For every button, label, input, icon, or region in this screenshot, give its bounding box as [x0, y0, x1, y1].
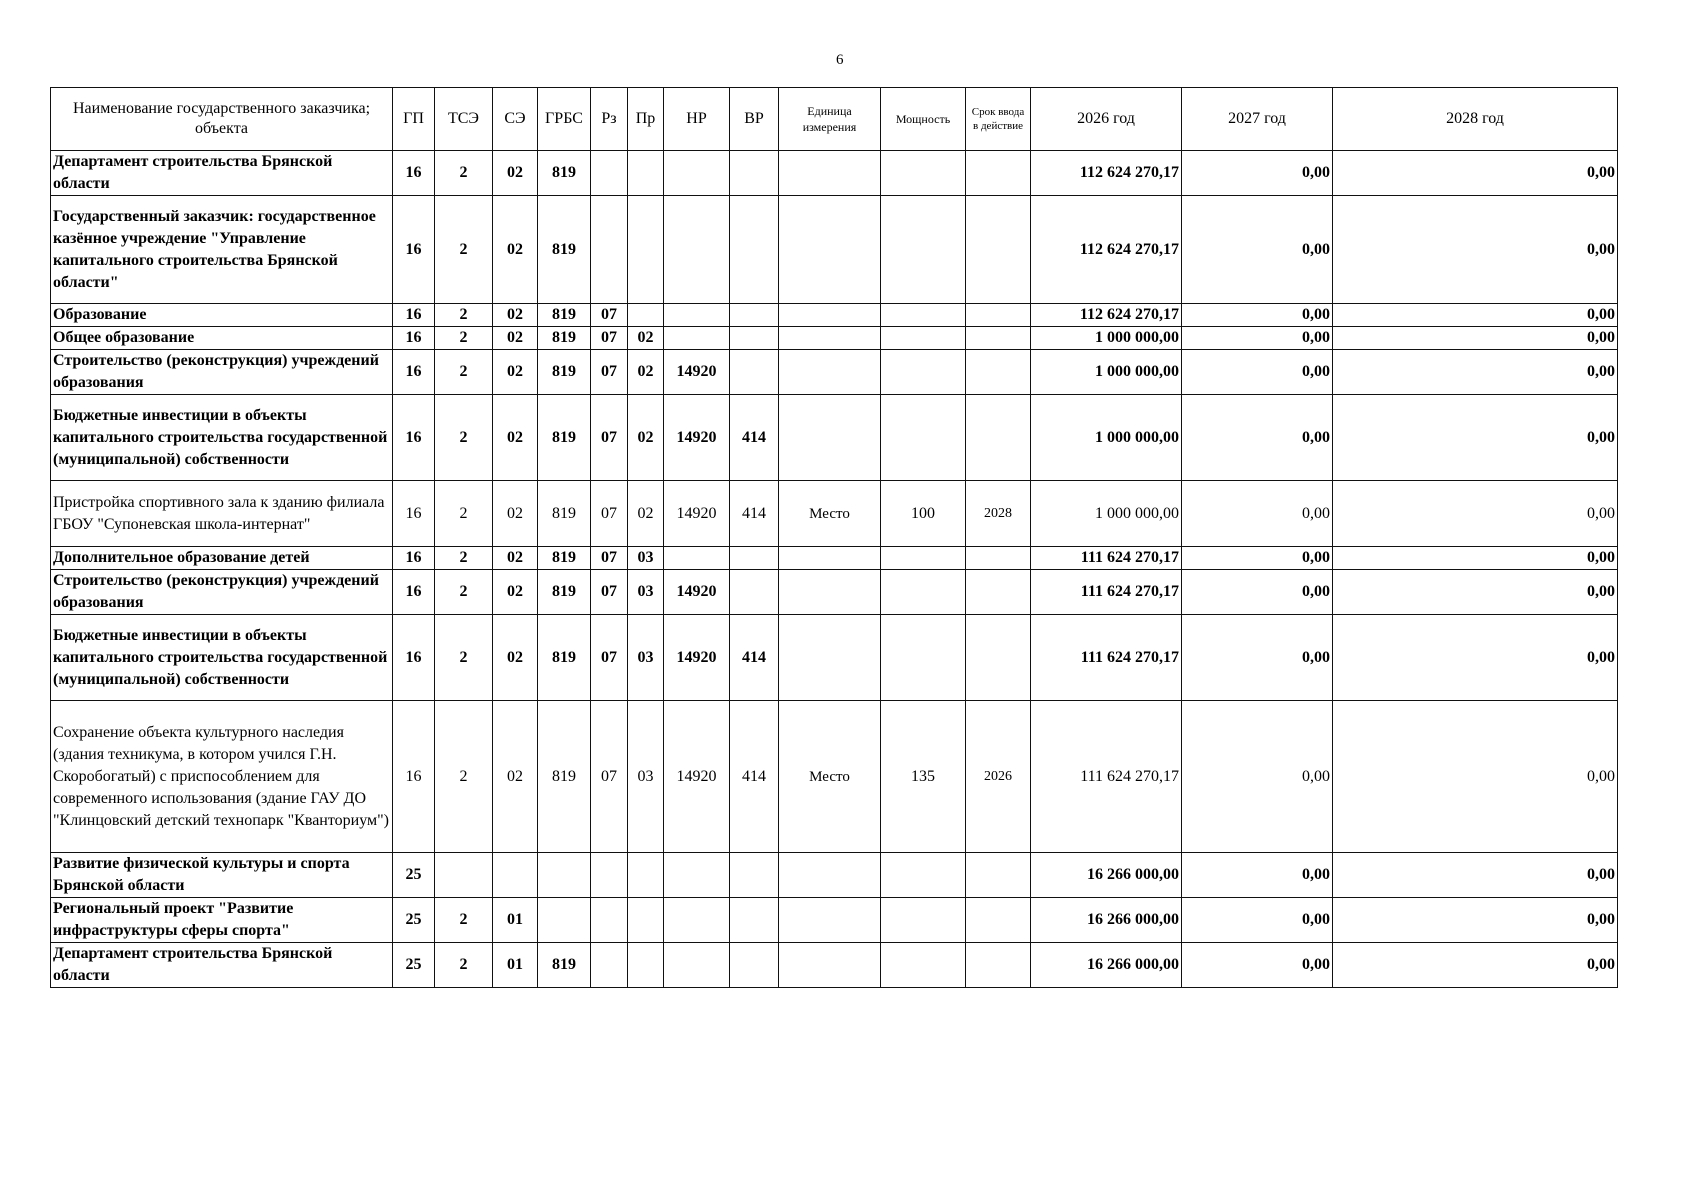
cell-y2027: 0,00 [1182, 547, 1333, 570]
cell-pr: 02 [628, 395, 664, 481]
cell-y2026: 112 624 270,17 [1031, 196, 1182, 304]
cell-y2026: 111 624 270,17 [1031, 615, 1182, 701]
cell-term: 2026 [966, 701, 1031, 853]
cell-y2026: 111 624 270,17 [1031, 570, 1182, 615]
cell-y2026: 16 266 000,00 [1031, 898, 1182, 943]
cell-nr: 14920 [664, 350, 730, 395]
cell-pr: 03 [628, 570, 664, 615]
header-grbs: ГРБС [538, 88, 591, 151]
header-pr: Пр [628, 88, 664, 151]
cell-unit [779, 943, 881, 988]
cell-grbs: 819 [538, 327, 591, 350]
cell-name: Департамент строительства Брянской области [51, 151, 393, 196]
cell-name: Общее образование [51, 327, 393, 350]
cell-unit [779, 350, 881, 395]
cell-y2028: 0,00 [1333, 898, 1618, 943]
cell-pr: 03 [628, 547, 664, 570]
header-rz: Рз [591, 88, 628, 151]
cell-vr [730, 853, 779, 898]
cell-pr [628, 898, 664, 943]
cell-grbs: 819 [538, 547, 591, 570]
cell-gp: 16 [393, 196, 435, 304]
cell-gp: 16 [393, 350, 435, 395]
cell-grbs: 819 [538, 196, 591, 304]
cell-name: Развитие физической культуры и спорта Брянской области [51, 853, 393, 898]
cell-power [881, 327, 966, 350]
cell-y2027: 0,00 [1182, 304, 1333, 327]
cell-tse: 2 [435, 547, 493, 570]
cell-term [966, 395, 1031, 481]
cell-rz: 07 [591, 481, 628, 547]
cell-y2028: 0,00 [1333, 615, 1618, 701]
cell-y2028: 0,00 [1333, 943, 1618, 988]
cell-y2028: 0,00 [1333, 701, 1618, 853]
table-row [51, 327, 1618, 350]
cell-y2028: 0,00 [1333, 196, 1618, 304]
cell-tse: 2 [435, 701, 493, 853]
cell-pr: 02 [628, 350, 664, 395]
cell-grbs: 819 [538, 570, 591, 615]
table-row [51, 151, 1618, 196]
cell-gp: 25 [393, 943, 435, 988]
cell-unit [779, 304, 881, 327]
cell-nr [664, 943, 730, 988]
cell-gp: 16 [393, 327, 435, 350]
cell-y2026: 112 624 270,17 [1031, 304, 1182, 327]
cell-term [966, 151, 1031, 196]
cell-tse: 2 [435, 943, 493, 988]
header-se: СЭ [493, 88, 538, 151]
budget-table [50, 87, 1618, 988]
cell-y2028: 0,00 [1333, 570, 1618, 615]
cell-vr: 414 [730, 395, 779, 481]
cell-rz: 07 [591, 350, 628, 395]
cell-nr [664, 898, 730, 943]
cell-rz: 07 [591, 615, 628, 701]
cell-pr [628, 943, 664, 988]
cell-gp: 16 [393, 151, 435, 196]
cell-grbs [538, 853, 591, 898]
cell-name: Региональный проект "Развитие инфраструктуры сферы спорта" [51, 898, 393, 943]
header-term: Срок ввода в действие [966, 88, 1031, 151]
header-name: Наименование государственного заказчика; объекта [51, 88, 393, 151]
cell-rz [591, 151, 628, 196]
cell-y2028: 0,00 [1333, 327, 1618, 350]
header-2026: 2026 год [1031, 88, 1182, 151]
cell-nr: 14920 [664, 615, 730, 701]
cell-tse: 2 [435, 196, 493, 304]
cell-vr [730, 151, 779, 196]
cell-gp: 16 [393, 481, 435, 547]
cell-se: 02 [493, 570, 538, 615]
cell-y2027: 0,00 [1182, 196, 1333, 304]
table-body [51, 151, 1618, 988]
cell-grbs: 819 [538, 481, 591, 547]
table-row [51, 350, 1618, 395]
cell-nr [664, 196, 730, 304]
cell-gp: 25 [393, 853, 435, 898]
cell-y2027: 0,00 [1182, 701, 1333, 853]
cell-rz: 07 [591, 570, 628, 615]
cell-y2026: 1 000 000,00 [1031, 481, 1182, 547]
cell-gp: 16 [393, 570, 435, 615]
cell-pr [628, 304, 664, 327]
cell-pr: 03 [628, 701, 664, 853]
cell-unit [779, 570, 881, 615]
cell-y2026: 1 000 000,00 [1031, 350, 1182, 395]
table-row [51, 481, 1618, 547]
table-row [51, 943, 1618, 988]
cell-term: 2028 [966, 481, 1031, 547]
cell-tse: 2 [435, 395, 493, 481]
cell-power: 135 [881, 701, 966, 853]
cell-se: 01 [493, 898, 538, 943]
cell-y2028: 0,00 [1333, 350, 1618, 395]
cell-y2026: 111 624 270,17 [1031, 547, 1182, 570]
cell-y2027: 0,00 [1182, 615, 1333, 701]
header-power: Мощность [881, 88, 966, 151]
table-row [51, 570, 1618, 615]
cell-rz [591, 853, 628, 898]
cell-rz: 07 [591, 547, 628, 570]
table-row [51, 701, 1618, 853]
cell-y2026: 1 000 000,00 [1031, 395, 1182, 481]
cell-term [966, 898, 1031, 943]
cell-y2026: 112 624 270,17 [1031, 151, 1182, 196]
cell-y2028: 0,00 [1333, 151, 1618, 196]
cell-y2026: 16 266 000,00 [1031, 943, 1182, 988]
cell-vr [730, 304, 779, 327]
cell-unit [779, 327, 881, 350]
cell-y2027: 0,00 [1182, 395, 1333, 481]
header-tse: ТСЭ [435, 88, 493, 151]
cell-term [966, 327, 1031, 350]
cell-gp: 16 [393, 547, 435, 570]
cell-gp: 16 [393, 395, 435, 481]
cell-grbs: 819 [538, 615, 591, 701]
cell-y2026: 1 000 000,00 [1031, 327, 1182, 350]
cell-grbs: 819 [538, 943, 591, 988]
cell-nr [664, 327, 730, 350]
cell-se: 02 [493, 196, 538, 304]
cell-tse: 2 [435, 898, 493, 943]
cell-unit [779, 196, 881, 304]
header-row [51, 88, 1618, 151]
table-row [51, 196, 1618, 304]
cell-power [881, 547, 966, 570]
cell-tse: 2 [435, 570, 493, 615]
cell-pr: 02 [628, 481, 664, 547]
cell-y2027: 0,00 [1182, 943, 1333, 988]
cell-gp: 16 [393, 701, 435, 853]
cell-power [881, 943, 966, 988]
cell-power [881, 304, 966, 327]
cell-power [881, 151, 966, 196]
page-number: 6 [836, 52, 844, 68]
cell-tse: 2 [435, 350, 493, 395]
cell-gp: 25 [393, 898, 435, 943]
header-gp: ГП [393, 88, 435, 151]
cell-nr: 14920 [664, 395, 730, 481]
cell-name: Строительство (реконструкция) учреждений образования [51, 570, 393, 615]
cell-tse [435, 853, 493, 898]
cell-term [966, 570, 1031, 615]
cell-nr [664, 304, 730, 327]
cell-term [966, 615, 1031, 701]
cell-power [881, 395, 966, 481]
cell-term [966, 304, 1031, 327]
cell-pr [628, 853, 664, 898]
cell-term [966, 943, 1031, 988]
cell-grbs: 819 [538, 701, 591, 853]
cell-nr [664, 151, 730, 196]
cell-name: Строительство (реконструкция) учреждений образования [51, 350, 393, 395]
cell-gp: 16 [393, 304, 435, 327]
cell-name: Бюджетные инвестиции в объекты капитального строительства государственной (муниципальной) собственности [51, 615, 393, 701]
cell-grbs: 819 [538, 395, 591, 481]
cell-power [881, 615, 966, 701]
cell-y2027: 0,00 [1182, 151, 1333, 196]
cell-nr [664, 853, 730, 898]
cell-gp: 16 [393, 615, 435, 701]
cell-se: 02 [493, 151, 538, 196]
header-vr: ВР [730, 88, 779, 151]
cell-rz [591, 898, 628, 943]
cell-vr [730, 898, 779, 943]
cell-name: Сохранение объекта культурного наследия (здания техникума, в котором учился Г.Н. Скоробогатый) с приспособлением для современного использования (здание ГАУ ДО "Клинцовский детский технопарк "Кванториум") [51, 701, 393, 853]
cell-y2026: 16 266 000,00 [1031, 853, 1182, 898]
cell-se: 01 [493, 943, 538, 988]
cell-rz [591, 943, 628, 988]
cell-rz: 07 [591, 701, 628, 853]
cell-tse: 2 [435, 304, 493, 327]
cell-unit [779, 547, 881, 570]
cell-unit [779, 853, 881, 898]
header-2027: 2027 год [1182, 88, 1333, 151]
cell-pr: 03 [628, 615, 664, 701]
cell-unit [779, 395, 881, 481]
cell-se [493, 853, 538, 898]
cell-y2027: 0,00 [1182, 853, 1333, 898]
cell-name: Дополнительное образование детей [51, 547, 393, 570]
cell-power [881, 350, 966, 395]
cell-y2028: 0,00 [1333, 853, 1618, 898]
table-row [51, 304, 1618, 327]
cell-y2026: 111 624 270,17 [1031, 701, 1182, 853]
table-row [51, 395, 1618, 481]
cell-unit [779, 615, 881, 701]
cell-vr [730, 350, 779, 395]
cell-se: 02 [493, 395, 538, 481]
cell-vr: 414 [730, 481, 779, 547]
cell-unit: Место [779, 701, 881, 853]
cell-y2028: 0,00 [1333, 481, 1618, 547]
cell-vr: 414 [730, 615, 779, 701]
cell-rz: 07 [591, 395, 628, 481]
cell-power [881, 853, 966, 898]
cell-power [881, 898, 966, 943]
cell-se: 02 [493, 350, 538, 395]
cell-name: Пристройка спортивного зала к зданию филиала ГБОУ "Супоневская школа-интернат" [51, 481, 393, 547]
cell-y2028: 0,00 [1333, 395, 1618, 481]
cell-term [966, 853, 1031, 898]
cell-y2027: 0,00 [1182, 570, 1333, 615]
header-unit: Единица измерения [779, 88, 881, 151]
cell-rz: 07 [591, 304, 628, 327]
header-nr: НР [664, 88, 730, 151]
cell-name: Бюджетные инвестиции в объекты капитального строительства государственной (муниципальной) собственности [51, 395, 393, 481]
cell-vr [730, 547, 779, 570]
cell-nr: 14920 [664, 701, 730, 853]
cell-se: 02 [493, 327, 538, 350]
cell-pr [628, 151, 664, 196]
cell-name: Государственный заказчик: государственное казённое учреждение "Управление капитального строительства Брянской области" [51, 196, 393, 304]
cell-term [966, 196, 1031, 304]
cell-pr: 02 [628, 327, 664, 350]
cell-y2027: 0,00 [1182, 898, 1333, 943]
cell-grbs: 819 [538, 304, 591, 327]
cell-nr [664, 547, 730, 570]
cell-y2027: 0,00 [1182, 481, 1333, 547]
cell-tse: 2 [435, 151, 493, 196]
cell-power: 100 [881, 481, 966, 547]
cell-power [881, 196, 966, 304]
cell-grbs: 819 [538, 350, 591, 395]
cell-se: 02 [493, 547, 538, 570]
cell-unit [779, 151, 881, 196]
cell-tse: 2 [435, 481, 493, 547]
table-row [51, 898, 1618, 943]
header-2028: 2028 год [1333, 88, 1618, 151]
cell-y2028: 0,00 [1333, 547, 1618, 570]
cell-name: Департамент строительства Брянской области [51, 943, 393, 988]
table-row [51, 853, 1618, 898]
cell-y2027: 0,00 [1182, 327, 1333, 350]
cell-term [966, 350, 1031, 395]
table-row [51, 615, 1618, 701]
cell-y2027: 0,00 [1182, 350, 1333, 395]
cell-nr: 14920 [664, 570, 730, 615]
cell-vr [730, 196, 779, 304]
cell-unit: Место [779, 481, 881, 547]
cell-vr [730, 570, 779, 615]
table-row [51, 547, 1618, 570]
cell-tse: 2 [435, 327, 493, 350]
cell-grbs [538, 898, 591, 943]
cell-unit [779, 898, 881, 943]
cell-se: 02 [493, 481, 538, 547]
cell-rz: 07 [591, 327, 628, 350]
cell-pr [628, 196, 664, 304]
cell-vr [730, 943, 779, 988]
cell-y2028: 0,00 [1333, 304, 1618, 327]
cell-grbs: 819 [538, 151, 591, 196]
cell-vr [730, 327, 779, 350]
cell-power [881, 570, 966, 615]
cell-nr: 14920 [664, 481, 730, 547]
cell-term [966, 547, 1031, 570]
cell-vr: 414 [730, 701, 779, 853]
cell-se: 02 [493, 615, 538, 701]
cell-name: Образование [51, 304, 393, 327]
cell-se: 02 [493, 701, 538, 853]
cell-rz [591, 196, 628, 304]
cell-tse: 2 [435, 615, 493, 701]
cell-se: 02 [493, 304, 538, 327]
